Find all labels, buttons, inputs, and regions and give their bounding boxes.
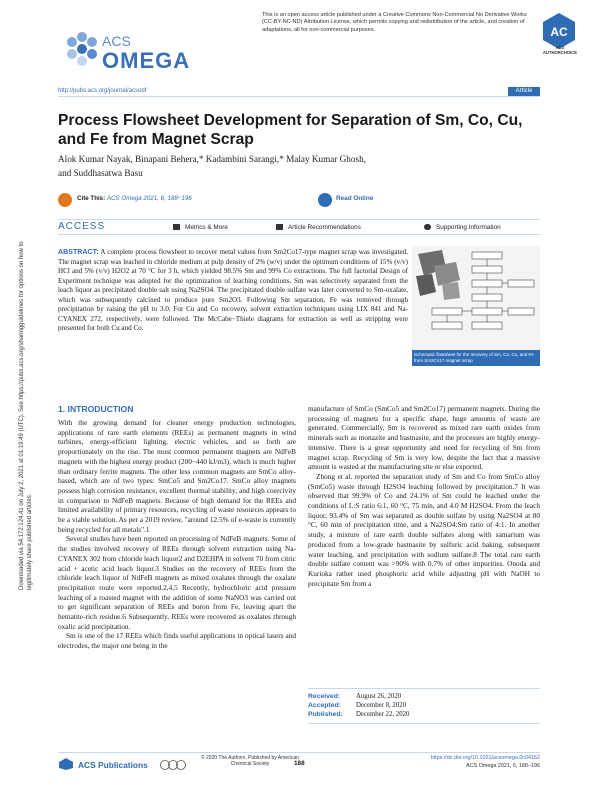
acs-publications-logo[interactable]: ACS Publications (78, 760, 148, 770)
sidenote-text: Downloaded via 54.172.124.41 on July 2, 2021 at 01:19:49 (UTC). See https://pubs.acs.org/sharingguidelines for options on how to legitimately share published articles. (19, 241, 33, 590)
paragraph: Sm is one of the 17 REEs which finds useful applications in optical lasers and electrodes, the major one being in the (58, 631, 296, 651)
received-date: August 26, 2020 (356, 693, 402, 700)
author-choice-caption: ACS AUTHORCHOICE (542, 45, 578, 55)
body-column-left (58, 418, 296, 651)
authors-line-2: and Suddhasatwa Basu (58, 168, 143, 178)
paragraph: With the growing demand for cleaner energy production technologies, applications of rare earth elements (REEs) as permanent magnets in wind turbines, energy-efficient lighting, electric vehicles, and so forth are proportionately on the rise. The most common permanent magnets are NdFeB magnets with the highest energy product (200−440 kJ/m3), which is much higher than ordinary ferrite magnets. The other less common magnets are SmCo alloy-based, which are of two types: SmCo5 and Sm2Co17. SmCo alloy magnets possess high corrosion resistance, excellent thermal stability, and high coercivity in comparison to NdFeB magnets. Because of high demand for the REEs and limited availability of primary resources, recycling of waste resources appears to be a viable solution. As per a 2019 review, "around 12.5% of e-waste is currently being recycled for all metals".1 (58, 418, 296, 534)
access-label: ACCESS (58, 221, 106, 232)
section-heading-introduction: 1. INTRODUCTION (58, 404, 134, 414)
supporting-info-icon (424, 224, 431, 230)
doi-link[interactable]: https://dx.doi.org/10.1021/acsomega.0c04152 (430, 755, 540, 761)
published-label: Published: (308, 711, 343, 718)
article-title: Process Flowsheet Development for Separation of Sm, Co, Cu, and Fe from Magnet Scrap (58, 112, 523, 148)
cite-icon[interactable] (58, 193, 72, 207)
read-online-icon[interactable] (318, 193, 332, 207)
author-list (58, 152, 540, 180)
license-notice: This is an open access article published under a Creative Commons Non-Commercial No Derivative Works (CC-BY-NC-ND) Attribution License, which permits copying and redistribution of the article, and creation of adaptations, all for non-commercial purposes. (262, 12, 527, 33)
published-date: December 22, 2020 (356, 711, 410, 718)
copyright-notice: © 2020 The Authors. Published by American Chemical Society (200, 755, 300, 768)
logo-acs: ACS (102, 33, 131, 49)
document-icon (276, 224, 283, 230)
download-sidenote (6, 210, 33, 590)
acs-publications-icon (58, 757, 74, 771)
received-label: Received: (308, 693, 341, 700)
abstract-label: ABSTRACT: (58, 248, 99, 256)
read-online-link[interactable]: Read Online (336, 195, 374, 202)
dates-divider-top (308, 688, 540, 689)
page-number: 188 (294, 760, 305, 767)
creative-commons-icon (160, 760, 186, 770)
body-column-right (308, 404, 540, 588)
abstract (58, 248, 408, 334)
bar-chart-icon (173, 224, 180, 230)
cite-this[interactable] (77, 195, 192, 202)
cite-reference: ACS Omega 2021, 6, 188−196 (106, 195, 192, 202)
accepted-label: Accepted: (308, 702, 341, 709)
footer-divider (58, 752, 540, 753)
toc-caption: Schematic flowsheet for the recovery of Sm, Co, Cu, and Fe from Sm2Co17 magnet scrap (414, 352, 534, 363)
cite-label: Cite This: (77, 195, 106, 202)
logo-omega: OMEGA (102, 48, 191, 73)
article-type-badge: Article (508, 87, 540, 96)
supporting-info-link[interactable]: Supporting Information (436, 224, 501, 231)
accepted-date: December 8, 2020 (356, 702, 407, 709)
paragraph: Zhong et al. reported the separation study of Sm and Co from SmCo alloy (SmCo5) waste through H2SO4 leaching followed by precipitation.7 It was observed that 99.9% of Co and 24.1% of Sm could be leached under the conditions of L:S ratio 6:1, 60 °C, 75 min, and 4.0 M H2SO4. From the leach liquor, 93.4% of Sm was separated as double sulfate by using Na2SO4 at 80 °C, 60 min of precipitation time, and a Na2SO4:Sm ratio of 4:1. In another study, a mixture of rare earth double sulfates along with samarium was produced from a low-grade bastnasite by sulfuric acid baking, subsequent water leaching, and precipitation with sodium sulfate.8 The total rare earth double sulfate content was >90% with 0.7% of other impurities. Onoda and Kurioka rather used phosphoric acid while adjusting pH with NaOH to precipitate Sm from a (308, 471, 540, 588)
dates-divider-bottom (308, 723, 540, 724)
paragraph: Several studies have been reported on processing of NdFeB magnets. Some of the studies involved recovery of REEs through solvent extraction using Na-CYANEX 302 from chloride leach liquor2 and D2EHPA in solvent 70 from citric acid + acetic acid leach liquor.3 Studies on the recovery of REEs from the chloride leach liquor of NdFeB magnets as mixed oxalates through the oxalate precipitation route were reported.2,4,5 Recently, hydrochloric acid pressure leaching of a roasted magnet with the addition of some NaNO3 was carried out to get significant separation of REEs and boron from Fe, leaving apart the hematite-rich residue.6 Subsequently, REEs were recovered as oxalates through oxalic acid precipitation. (58, 534, 296, 631)
authors-line-1: Alok Kumar Nayak, Binapani Behera,* Kadambini Sarangi,* Malay Kumar Ghosh, (58, 154, 366, 164)
paragraph: manufacture of SmCo (SmCo5 and Sm2Co17) permanent magnets. During the processing of magnets for a specific shape, huge amounts of waste are generated. Commercially, Sm is recovered as mixed rare earth oxides from minerals such as monazite and bastnasite, and the processes are highly energy-intensive. There is a great opportunity and need for recycling of Sm from magnet scrap. Recycling of Sm is very low, despite the fact that a massive amount is wasted at the manufacturing site or else exported. (308, 404, 540, 472)
publication-dates (308, 692, 540, 719)
footer-citation: ACS Omega 2021, 6, 188−196 (466, 763, 540, 769)
toc-graphic (412, 246, 540, 366)
recommendations-link[interactable]: Article Recommendations (288, 224, 361, 231)
svg-text:AC: AC (550, 25, 568, 39)
omega-hex-icon (67, 32, 97, 66)
abstract-text: A complete process flowsheet to recover metal values from Sm2Co17-type magnet scrap was investigated. The magnet scrap was leached in chloride medium at pulp density of 2% (w/v) under the optimum conditions of 15% (v/v) HCl and 5% (v/v) H2O2 at 70 °C for 3 h, which yielded 98.5% Sm and 99% Co extractions. The full factorial Design of Experiment technique was adopted for the optimization of leaching conditions. Sm was selectively separated from the leach liquor as precipitated double salt using Na2SO4. The precipitated double sulfate was later converted to Sm-oxalate, which was subsequently calcined to produce pure Sm2O3. Following Sm separation, Fe was removed through precipitation by raising the pH to 3.0. For Cu and Co recovery, solvent extraction techniques using LIX 841 and Na-CYANEX 272, respectively, were followed. The McCabe−Thiele diagrams for extraction as well as stripping were presented for both Cu and Co. (58, 248, 408, 332)
metrics-link[interactable]: Metrics & More (185, 224, 228, 231)
header-divider (58, 96, 540, 97)
acs-omega-logo (58, 28, 208, 78)
journal-url[interactable]: http://pubs.acs.org/journal/acsodf (58, 88, 147, 94)
